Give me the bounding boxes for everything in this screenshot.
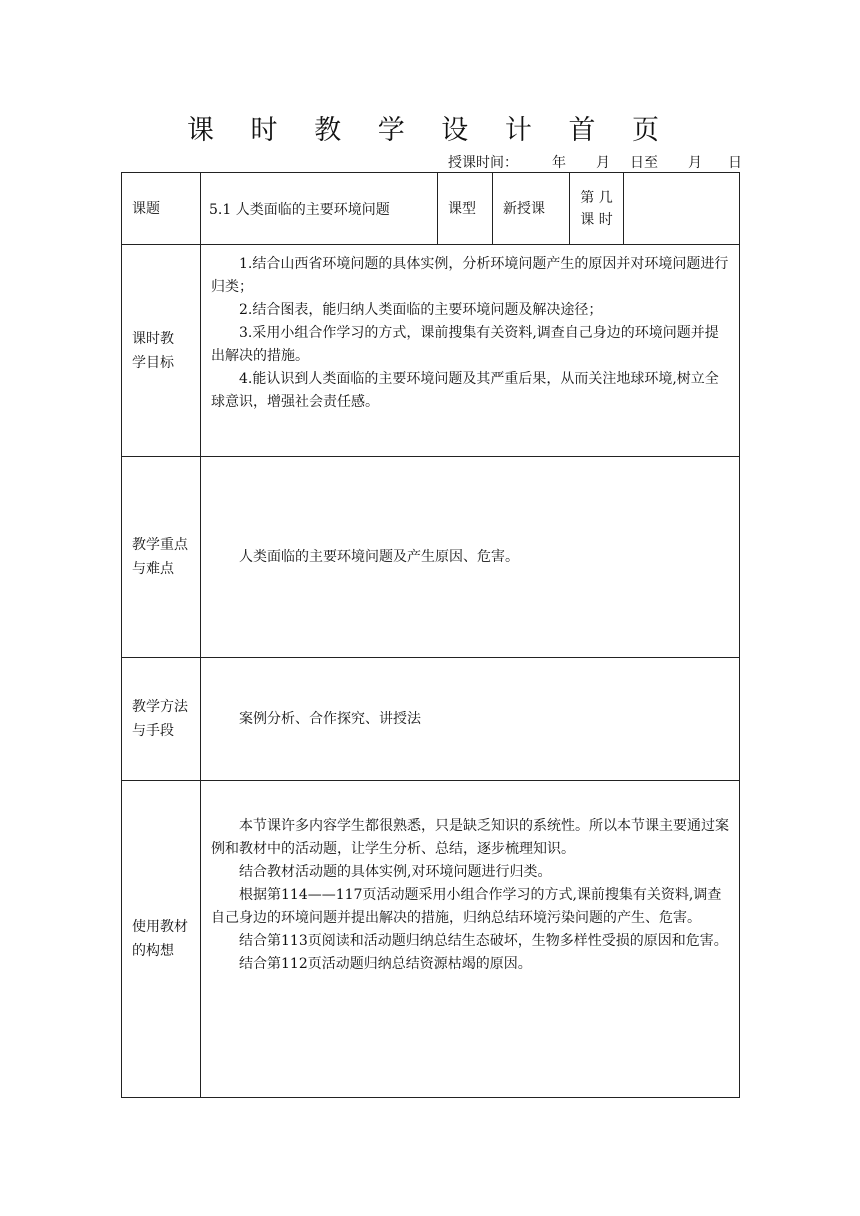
methods-content [201, 658, 740, 781]
key-points-label-line-1: 教学重点 [132, 537, 188, 553]
objectives-content [201, 245, 740, 457]
period-value [624, 173, 740, 245]
date-day-2: 日 [728, 155, 742, 171]
period-label-line-2: 课 时 [580, 211, 613, 228]
lesson-date-line [448, 152, 742, 172]
textbook-paragraph: 结合第113页阅读和活动题归纳总结生态破坏，生物多样性受损的原因和危害。 [239, 933, 728, 949]
page-title: 课 时 教 学 设 计 首 页 [186, 115, 674, 146]
textbook-content [201, 781, 740, 1098]
topic-label: 课题 [122, 173, 201, 245]
key-points-label [122, 457, 201, 658]
objective-item: 3.采用小组合作学习的方式，课前搜集有关资料,调查自己身边的环境问题并提出解决的措施。 [211, 325, 719, 364]
key-points-content [201, 457, 740, 658]
lesson-type-label: 课型 [438, 173, 493, 245]
textbook-paragraph: 本节课许多内容学生都很熟悉，只是缺乏知识的系统性。所以本节课主要通过案例和教材中的活动题，让学生分析、总结，逐步梳理知识。 [211, 818, 729, 857]
textbook-row [122, 781, 740, 1098]
key-points-value: 人类面临的主要环境问题及产生原因、危害。 [239, 548, 519, 565]
objective-item: 1.结合山西省环境问题的具体实例，分析环境问题产生的原因并对环境问题进行归类； [211, 256, 729, 295]
textbook-paragraph: 结合教材活动题的具体实例,对环境问题进行归类。 [239, 864, 552, 880]
date-year: 年 [552, 155, 566, 171]
period-label-line-1: 第 几 [580, 189, 613, 206]
objectives-row [122, 245, 740, 457]
date-day-to: 日至 [630, 155, 658, 171]
key-points-row [122, 457, 740, 658]
topic-row [122, 173, 740, 245]
methods-value: 案例分析、合作探究、讲授法 [239, 710, 421, 727]
methods-label [122, 658, 201, 781]
lesson-design-table [121, 172, 740, 1098]
date-month: 月 [596, 155, 610, 171]
textbook-paragraph: 结合第112页活动题归纳总结资源枯竭的原因。 [239, 956, 532, 972]
key-points-label-line-2: 与难点 [132, 561, 174, 577]
objectives-label-line-1: 课时教 [132, 330, 174, 347]
methods-row [122, 658, 740, 781]
textbook-label [122, 781, 201, 1098]
textbook-paragraph: 根据第114——117页活动题采用小组合作学习的方式,课前搜集有关资料,调查自己身边的环境问题并提出解决的措施，归纳总结环境污染问题的产生、危害。 [211, 887, 722, 926]
date-label: 授课时间： [448, 155, 518, 171]
objective-item: 2.结合图表，能归纳人类面临的主要环境问题及解决途径； [239, 302, 603, 318]
textbook-label-line-1: 使用教材 [132, 919, 188, 935]
date-month-2: 月 [688, 155, 702, 171]
period-label-cell [570, 173, 624, 245]
objectives-label-line-2: 学目标 [132, 354, 174, 371]
lesson-type-value: 新授课 [493, 173, 570, 245]
topic-value: 5.1 人类面临的主要环境问题 [201, 173, 438, 245]
methods-label-line-1: 教学方法 [132, 699, 188, 715]
objective-item: 4.能认识到人类面临的主要环境问题及其严重后果，从而关注地球环境,树立全球意识，增强社会责任感。 [211, 371, 719, 410]
objectives-label [122, 245, 201, 457]
textbook-label-line-2: 的构想 [132, 943, 174, 959]
methods-label-line-2: 与手段 [132, 723, 174, 739]
